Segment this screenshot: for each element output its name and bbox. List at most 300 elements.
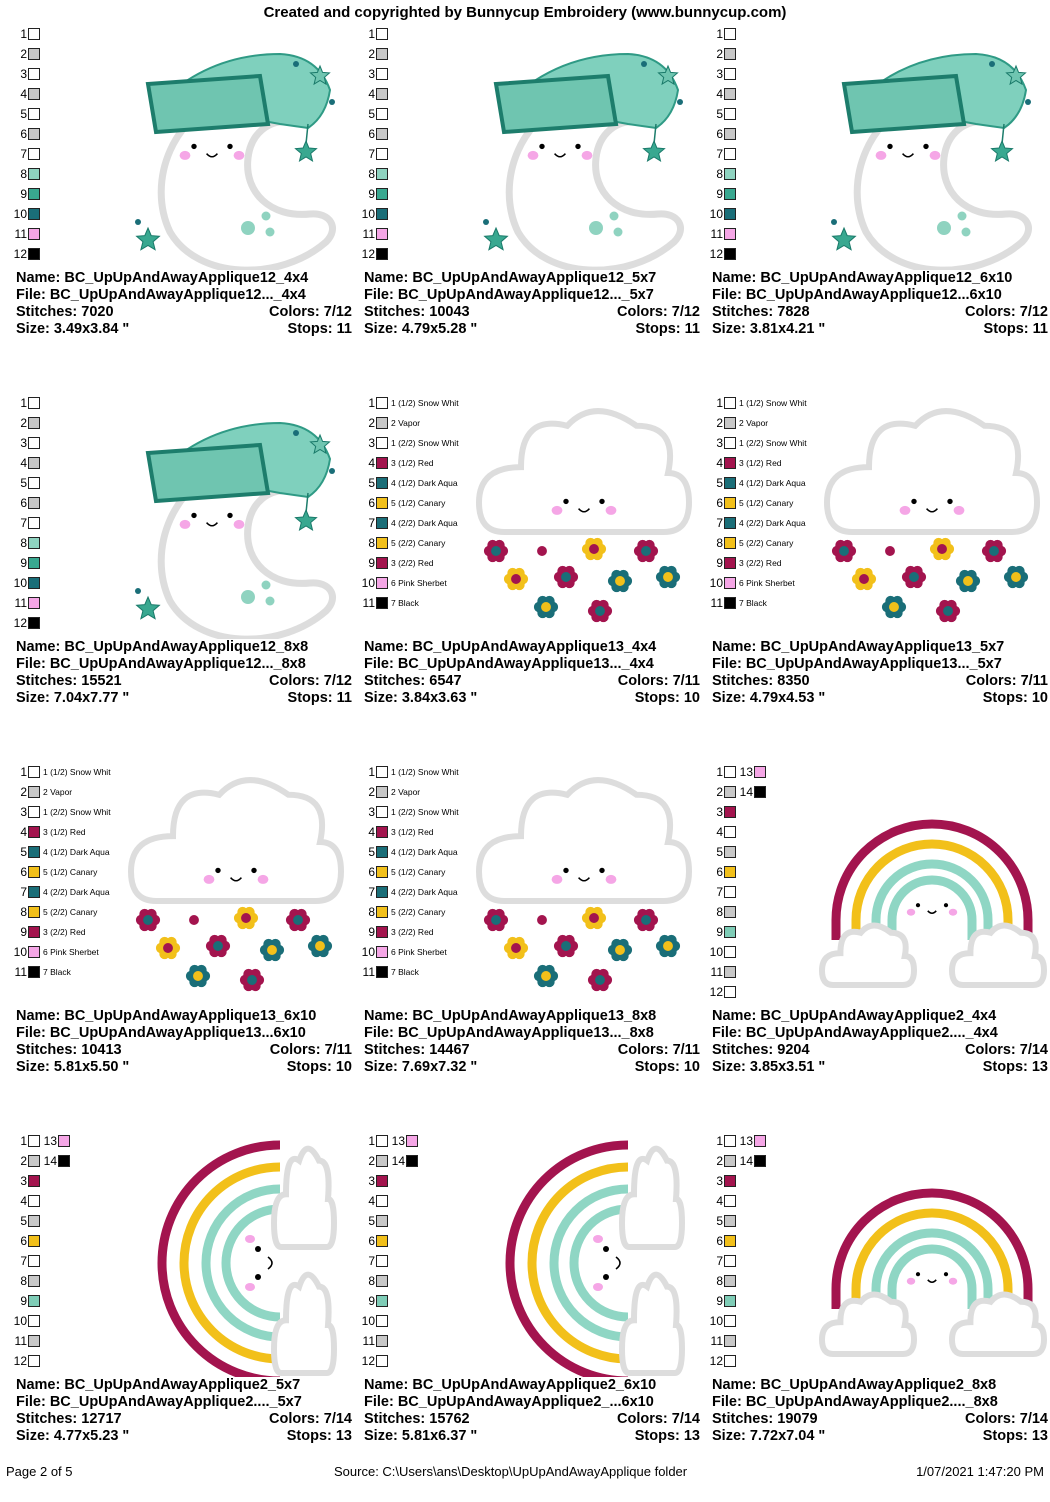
color-row [360,186,388,202]
color-number: 9 [716,1294,723,1308]
stitch-count: Stitches: 14467 [364,1042,470,1058]
color-row [360,475,458,491]
color-number: 4 [368,456,375,470]
color-number: 6 [20,865,27,879]
color-number: 5 [20,1214,27,1228]
color-row [12,186,40,202]
color-number: 8 [20,905,27,919]
color-swatch [724,986,736,998]
color-row [360,146,388,162]
color-row [708,555,782,571]
thread-name: 5 (2/2) Canary [739,538,794,548]
design-preview [120,401,352,639]
thread-name: 3 (2/2) Red [391,558,434,568]
color-swatch [724,537,736,549]
color-number: 2 [20,785,27,799]
design-name: Name: BC_UpUpAndAwayApplique13_6x10 [16,1008,317,1024]
page-header: Created and copyrighted by Bunnycup Embroidery (www.bunnycup.com) [263,4,787,21]
color-number: 7 [368,885,375,899]
stitch-count: Stitches: 9204 [712,1042,810,1058]
color-number: 3 [20,805,27,819]
color-swatch [724,1195,736,1207]
design-preview [120,1139,352,1377]
color-swatch [28,557,40,569]
cloud-icon [479,780,689,901]
thread-name: 3 (1/2) Red [391,827,434,837]
color-swatch [724,866,736,878]
color-swatch [28,806,40,818]
cloud-icon [622,1275,682,1373]
color-number: 8 [716,167,723,181]
design-card [360,1133,708,1502]
design-file: File: BC_UpUpAndAwayApplique13..._5x7 [712,656,1002,672]
color-row [708,824,736,840]
star-icon [137,228,160,250]
color-swatch [724,766,736,778]
color-row [12,106,40,122]
color-row [360,395,459,411]
color-row [738,764,766,780]
flower-icon [1004,566,1028,588]
color-number: 4 [716,1194,723,1208]
flower-icon [484,909,508,931]
color-swatch [28,1235,40,1247]
color-number: 5 [368,476,375,490]
design-name: Name: BC_UpUpAndAwayApplique2_5x7 [16,1377,301,1393]
design-preview [816,32,1048,270]
color-swatch [28,597,40,609]
design-preview [468,1139,700,1377]
color-row [12,615,40,631]
color-swatch [28,766,40,778]
color-row [708,26,736,42]
color-swatch [28,966,40,978]
stitch-count: Stitches: 19079 [712,1411,818,1427]
color-swatch [724,168,736,180]
color-number: 8 [368,167,375,181]
color-swatch [376,577,388,589]
color-row [360,884,458,900]
color-swatch [754,786,766,798]
color-number: 8 [716,536,723,550]
color-number: 7 [368,516,375,530]
color-swatch [724,188,736,200]
flower-icon [936,600,960,622]
color-number: 8 [716,1274,723,1288]
color-swatch [376,557,388,569]
color-row [12,415,40,431]
rainbow-arc-icon [892,880,972,940]
color-number: 3 [716,1174,723,1188]
color-number: 3 [716,436,723,450]
color-row [360,1133,388,1149]
color-number: 6 [716,1234,723,1248]
color-swatch [724,437,736,449]
color-row [738,1133,766,1149]
color-number: 12 [361,1354,375,1368]
color-swatch [724,248,736,260]
design-card [360,395,708,764]
print-date: 1/07/2021 1:47:20 PM [916,1464,1044,1479]
color-swatch [376,477,388,489]
design-card [708,26,1050,395]
color-swatch [376,826,388,838]
color-swatch [724,108,736,120]
color-row [360,804,459,820]
stitch-count: Stitches: 7020 [16,304,114,320]
color-row [360,166,388,182]
color-number: 3 [368,1174,375,1188]
star-icon [833,228,856,250]
color-swatch [28,517,40,529]
color-row [708,984,736,1000]
color-number: 9 [368,1294,375,1308]
color-swatch [724,946,736,958]
color-swatch [406,1155,418,1167]
design-file: File: BC_UpUpAndAwayApplique2...._8x8 [712,1394,998,1410]
color-number: 12 [709,247,723,261]
color-swatch [28,437,40,449]
color-number: 9 [716,925,723,939]
cloud-icon [479,411,689,532]
color-row [708,844,736,860]
flower-icon [878,540,902,562]
cloud-icon [131,780,341,901]
design-info [364,1008,700,1076]
color-number: 3 [368,436,375,450]
color-row [708,1333,736,1349]
color-row [360,964,419,980]
color-number: 7 [20,885,27,899]
color-swatch [724,417,736,429]
thread-name: 5 (1/2) Canary [43,867,98,877]
color-row [360,86,388,102]
stitch-count: Stitches: 7828 [712,304,810,320]
color-row [360,26,388,42]
color-swatch [376,597,388,609]
rainbow-arc-icon [532,1167,628,1359]
color-swatch [28,148,40,160]
color-row [360,126,388,142]
flower-icon [902,566,926,588]
color-number: 5 [20,845,27,859]
design-size: Size: 5.81x6.37 " [364,1428,478,1444]
color-row [708,944,736,960]
flower-icon [156,937,180,959]
color-number: 4 [20,1194,27,1208]
color-row [708,784,736,800]
design-preview [816,770,1048,1008]
stop-count: Stops: 13 [982,1428,1048,1444]
design-size: Size: 5.81x5.50 " [16,1059,130,1075]
thread-name: 6 Pink Sherbet [391,578,447,588]
color-swatch [28,248,40,260]
color-row [12,495,40,511]
color-row [708,535,793,551]
stitch-count: Stitches: 6547 [364,673,462,689]
color-number: 6 [20,127,27,141]
color-swatch [724,1275,736,1287]
thread-name: 1 (2/2) Snow Whit [391,438,459,448]
color-number: 12 [13,247,27,261]
color-row [12,1133,40,1149]
color-row [708,1133,736,1149]
flower-icon [260,939,284,961]
color-number: 2 [716,785,723,799]
flower-icon [852,568,876,590]
color-row [12,924,86,940]
flower-icon [286,909,310,931]
color-number: 4 [20,456,27,470]
star-icon [992,141,1013,161]
color-number: 5 [20,476,27,490]
color-number: 4 [368,1194,375,1208]
flower-icon [930,538,954,560]
thread-name: 4 (1/2) Dark Aqua [391,478,458,488]
thread-name: 7 Black [43,967,71,977]
color-number: 1 [368,396,375,410]
color-number: 2 [368,416,375,430]
color-number: 12 [361,247,375,261]
color-row [360,555,434,571]
star-icon [485,228,508,250]
color-swatch [376,766,388,778]
thread-name: 3 (1/2) Red [739,458,782,468]
color-row [708,146,736,162]
color-row [708,246,736,262]
thread-name: 7 Black [391,598,419,608]
color-row [708,206,736,222]
color-swatch [28,1155,40,1167]
thread-name: 7 Black [739,598,767,608]
flower-icon [530,540,554,562]
color-number: 14 [43,1154,57,1168]
flower-icon [554,935,578,957]
color-row [708,1193,736,1209]
thread-name: 7 Black [391,967,419,977]
color-swatch [28,1315,40,1327]
color-swatch [376,128,388,140]
color-number: 9 [716,187,723,201]
color-row [360,1353,388,1369]
color-row [360,66,388,82]
stop-count: Stops: 13 [286,1428,352,1444]
color-swatch [28,1195,40,1207]
color-number: 11 [710,227,723,241]
color-number: 8 [20,1274,27,1288]
design-name: Name: BC_UpUpAndAwayApplique13_4x4 [364,639,657,655]
color-swatch [376,417,388,429]
page-number: Page 2 of 5 [6,1464,73,1479]
color-count: Colors: 7/11 [965,673,1048,689]
color-row [42,1133,70,1149]
color-number: 3 [20,67,27,81]
color-number: 10 [709,207,723,221]
color-swatch [724,148,736,160]
color-row [708,515,806,531]
color-swatch [376,88,388,100]
design-name: Name: BC_UpUpAndAwayApplique2_8x8 [712,1377,997,1393]
color-row [738,1153,766,1169]
color-number: 9 [20,1294,27,1308]
color-row [360,575,447,591]
color-row [12,535,40,551]
color-number: 8 [368,1274,375,1288]
design-name: Name: BC_UpUpAndAwayApplique12_6x10 [712,270,1013,286]
color-number: 10 [13,1314,27,1328]
color-row [360,495,445,511]
color-number: 6 [20,496,27,510]
color-swatch [376,1275,388,1287]
color-swatch [376,1315,388,1327]
color-number: 11 [14,1334,27,1348]
color-number: 13 [391,1134,405,1148]
color-row [708,864,736,880]
face-icon [907,1272,957,1285]
color-number: 1 [716,396,723,410]
color-number: 9 [368,556,375,570]
color-number: 1 [368,765,375,779]
color-swatch [376,457,388,469]
color-row [708,46,736,62]
color-number: 6 [20,1234,27,1248]
color-number: 2 [368,47,375,61]
stop-count: Stops: 11 [287,321,352,337]
color-row [708,1213,736,1229]
flower-icon [308,935,332,957]
color-row [12,804,111,820]
color-count: Colors: 7/12 [269,673,352,689]
color-row [12,1293,40,1309]
color-row [360,515,458,531]
color-row [360,1253,388,1269]
color-swatch [376,786,388,798]
color-row [12,595,40,611]
design-file: File: BC_UpUpAndAwayApplique12..._4x4 [16,287,306,303]
color-row [708,455,782,471]
color-row [708,475,806,491]
color-swatch [724,48,736,60]
color-number: 3 [20,1174,27,1188]
source-path: Source: C:\Users\ans\Desktop\UpUpAndAwayApplique folder [334,1464,688,1479]
color-row [360,784,420,800]
color-row [708,1353,736,1369]
color-swatch [376,148,388,160]
color-number: 2 [368,785,375,799]
color-swatch [28,28,40,40]
color-number: 4 [716,456,723,470]
flower-icon [554,566,578,588]
thread-name: 4 (1/2) Dark Aqua [43,847,110,857]
color-swatch [28,1295,40,1307]
color-number: 6 [716,496,723,510]
cloud-icon [827,411,1037,532]
design-file: File: BC_UpUpAndAwayApplique12..._8x8 [16,656,306,672]
thread-name: 3 (2/2) Red [391,927,434,937]
color-number: 1 [20,1134,27,1148]
design-card [360,26,708,395]
design-size: Size: 4.79x5.28 " [364,321,478,337]
color-swatch [724,497,736,509]
color-swatch [724,228,736,240]
color-row [360,924,434,940]
color-number: 9 [20,925,27,939]
color-row [708,106,736,122]
color-swatch [376,28,388,40]
thread-name: 4 (2/2) Dark Aqua [43,887,110,897]
thread-name: 5 (2/2) Canary [391,907,446,917]
color-swatch [724,966,736,978]
color-swatch [28,1255,40,1267]
color-count: Colors: 7/14 [269,1411,352,1427]
design-card [12,395,360,764]
color-swatch [376,946,388,958]
color-swatch [724,128,736,140]
color-row [12,784,72,800]
color-row [12,844,110,860]
color-number: 10 [361,207,375,221]
color-row [12,395,40,411]
color-row [42,1153,70,1169]
color-swatch [28,188,40,200]
color-row [360,824,434,840]
face-icon [245,1235,272,1291]
color-swatch [58,1155,70,1167]
design-preview [120,32,352,270]
color-row [360,206,388,222]
thread-name: 2 Vapor [391,418,421,428]
color-row [360,1273,388,1289]
color-number: 8 [368,905,375,919]
color-row [12,1173,40,1189]
color-swatch [376,1295,388,1307]
color-number: 3 [368,805,375,819]
design-info [712,639,1048,707]
design-info [712,270,1048,338]
color-row [360,864,445,880]
design-card [12,1133,360,1502]
flower-icon [234,907,258,929]
star-icon [296,510,317,530]
color-number: 8 [716,905,723,919]
color-swatch [28,786,40,798]
color-number: 7 [368,1254,375,1268]
color-row [360,764,459,780]
color-swatch [28,946,40,958]
color-row [360,435,459,451]
color-number: 10 [13,576,27,590]
design-name: Name: BC_UpUpAndAwayApplique12_4x4 [16,270,309,286]
color-swatch [58,1135,70,1147]
flower-icon [608,570,632,592]
color-swatch [28,208,40,220]
color-number: 1 [20,765,27,779]
stop-count: Stops: 13 [982,1059,1048,1075]
color-row [12,904,97,920]
design-size: Size: 3.85x3.51 " [712,1059,826,1075]
color-number: 9 [20,187,27,201]
color-swatch [724,68,736,80]
color-row [12,206,40,222]
color-swatch [754,1135,766,1147]
rainbow-arc-icon [184,1167,280,1359]
color-number: 2 [20,47,27,61]
color-swatch [376,906,388,918]
color-swatch [376,68,388,80]
color-row [12,455,40,471]
color-swatch [724,1215,736,1227]
thread-name: 3 (2/2) Red [43,927,86,937]
